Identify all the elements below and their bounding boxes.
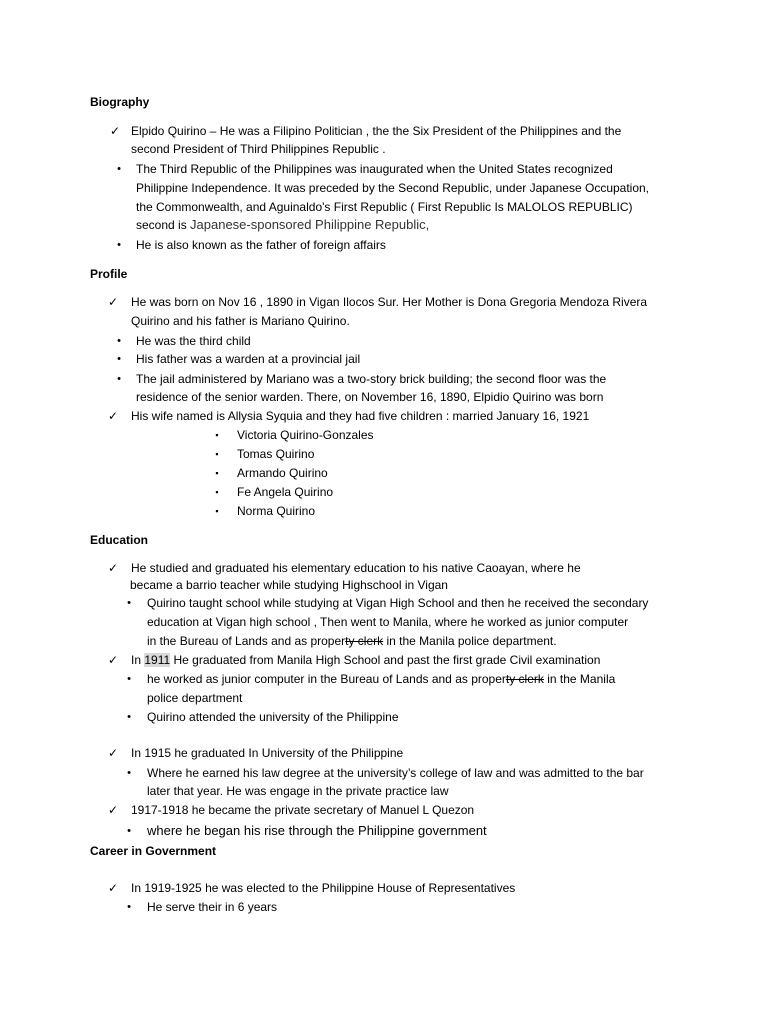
text-line: became a barrio teacher while studying Highschool in Vigan (130, 578, 448, 592)
text-span: in the Bureau of Lands and as proper (147, 634, 346, 648)
text-span: He graduated from Manila High School and past the first grade Civil examination (170, 653, 601, 667)
checkmark-icon: ✓ (107, 881, 119, 895)
text-line: He serve their in 6 years (147, 900, 278, 914)
text-span: he worked as junior computer in the Bureau of Lands and as proper (147, 672, 506, 686)
text-line: He was the third child (136, 334, 251, 348)
checkmark-icon: ✓ (107, 653, 119, 667)
square-bullet-icon: ▪ (215, 506, 219, 516)
bullet-icon: • (117, 239, 121, 251)
text-line: His father was a warden at a provincial jail (136, 352, 361, 366)
text-line (147, 671, 615, 687)
text-line: education at Vigan high school , Then went to Manila, where he worked as junior computer (147, 615, 629, 629)
text-span: second is (136, 218, 191, 232)
text-line: 1917-1918 he became the private secretary of Manuel L Quezon (131, 803, 475, 817)
text-line: Quirino attended the university of the Philippine (147, 710, 399, 724)
text-line (131, 652, 600, 668)
bullet-icon: • (127, 901, 131, 913)
checkmark-icon: ✓ (109, 124, 121, 138)
text-line: Where he earned his law degree at the university’s college of law and was admitted to the bar (147, 766, 644, 780)
text-line: second President of Third Philippines Republic . (131, 142, 386, 156)
section-heading-biography: Biography (90, 95, 150, 109)
bullet-icon: • (117, 353, 121, 365)
bullet-icon: • (127, 767, 131, 779)
bullet-icon: • (127, 673, 131, 685)
text-span: Japanese-sponsored Philippine Republic, (190, 217, 430, 232)
strikethrough-text: ty clerk (345, 634, 384, 648)
bullet-icon: • (117, 163, 121, 175)
text-line: The Third Republic of the Philippines was inaugurated when the United States recognized (136, 162, 613, 176)
text-line: later that year. He was engage in the private practice law (147, 784, 449, 798)
text-line: The jail administered by Mariano was a two-story brick building; the second floor was the (136, 372, 607, 386)
checkmark-icon: ✓ (107, 803, 119, 817)
bullet-icon: • (117, 335, 121, 347)
text-span: in the Manila (543, 672, 616, 686)
child-name: Fe Angela Quirino (237, 485, 334, 499)
square-bullet-icon: ▪ (215, 449, 219, 459)
text-span: In (131, 653, 145, 667)
section-heading-profile: Profile (90, 267, 128, 281)
text-line: Quirino taught school while studying at Vigan High School and then he received the secondary (147, 596, 649, 610)
text-line: He is also known as the father of foreign affairs (136, 238, 386, 252)
checkmark-icon: ✓ (107, 561, 119, 575)
text-line: He studied and graduated his elementary education to his native Caoayan, where he (131, 561, 581, 575)
bullet-icon: • (117, 373, 121, 385)
highlighted-text: 1911 (144, 653, 171, 667)
strikethrough-text: ty clerk (505, 672, 544, 686)
text-line (147, 633, 557, 649)
text-line (136, 217, 429, 233)
child-name: Victoria Quirino-Gonzales (237, 428, 374, 442)
text-line: police department (147, 691, 243, 705)
text-line: Elpido Quirino – He was a Filipino Politician , the the Six President of the Philippines and the (131, 124, 622, 138)
text-line: the Commonwealth, and Aguinaldo's First Republic ( First Republic Is MALOLOS REPUBLIC) (136, 200, 633, 214)
text-line: His wife named is Allysia Syquia and they had five children : married January 16, 1921 (131, 409, 590, 423)
bullet-icon: • (127, 597, 131, 609)
text-line: residence of the senior warden. There, on November 16, 1890, Elpidio Quirino was born (136, 390, 604, 404)
bullet-icon: • (127, 711, 131, 723)
child-name: Armando Quirino (237, 466, 328, 480)
bullet-icon: • (127, 825, 131, 837)
text-line: In 1919-1925 he was elected to the Philippine House of Representatives (131, 881, 516, 895)
square-bullet-icon: ▪ (215, 487, 219, 497)
text-line: where he began his rise through the Philippine government (147, 823, 487, 838)
square-bullet-icon: ▪ (215, 430, 219, 440)
section-heading-education: Education (90, 533, 149, 547)
text-line: In 1915 he graduated In University of the Philippine (131, 746, 404, 760)
square-bullet-icon: ▪ (215, 468, 219, 478)
checkmark-icon: ✓ (107, 746, 119, 760)
text-span: in the Manila police department. (383, 634, 557, 648)
text-line: Quirino and his father is Mariano Quirino. (131, 314, 350, 328)
checkmark-icon: ✓ (107, 409, 119, 423)
child-name: Norma Quirino (237, 504, 316, 518)
checkmark-icon: ✓ (107, 295, 119, 309)
section-heading-career: Career in Government (90, 844, 217, 858)
text-line: He was born on Nov 16 , 1890 in Vigan Ilocos Sur. Her Mother is Dona Gregoria Mendoza Rivera (131, 295, 648, 309)
child-name: Tomas Quirino (237, 447, 315, 461)
text-line: Philippine Independence. It was preceded by the Second Republic, under Japanese Occupation, (136, 181, 650, 195)
